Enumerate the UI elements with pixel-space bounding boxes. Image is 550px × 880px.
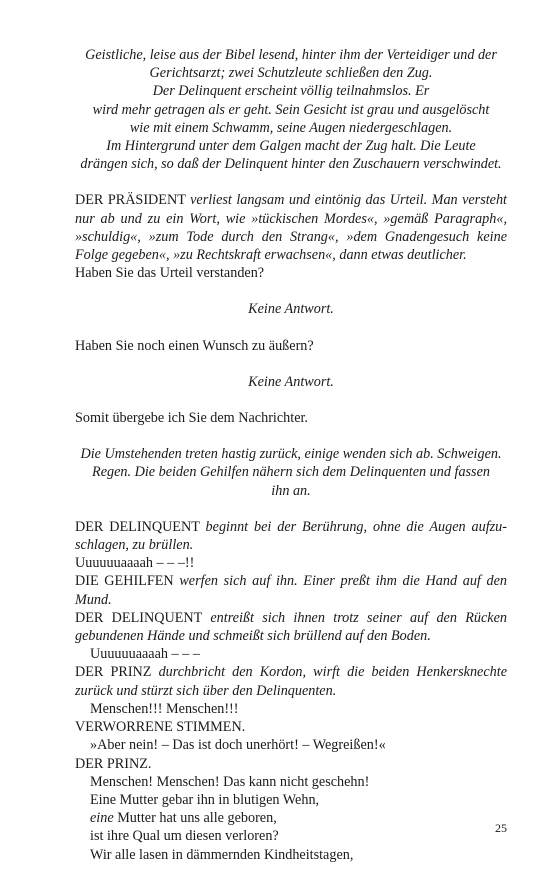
- verse-text: Mutter hat uns alle geboren,: [113, 810, 277, 827]
- speech-delinquent: [75, 609, 507, 645]
- verse-block: [75, 773, 507, 864]
- speaker-direction: durchbricht den Kordon, wirft die beiden Henkersknechte zurück und stürzt sich über den Delinquenten.: [75, 664, 507, 699]
- verse-emphasis: eine: [90, 810, 114, 827]
- stage-direction-line: Im Hintergrund unter dem Galgen macht der Zug halt. Die Leute: [106, 138, 476, 155]
- verse-line: ist ihre Qual um diesen verloren?: [90, 828, 279, 845]
- spoken-line: Uuuuuuaaaah – – –!!: [75, 555, 195, 572]
- speaker-name: VERWORRENE STIMMEN.: [75, 719, 246, 736]
- stage-direction-procession: [75, 46, 507, 173]
- page-number: 25: [495, 821, 507, 835]
- speech-gehilfen: [75, 572, 507, 608]
- document-page: [75, 46, 507, 864]
- speech-delinquent: [75, 518, 507, 554]
- speaker-name: DER DELINQUENT: [75, 518, 200, 535]
- verse-line: Eine Mutter gebar ihn in blutigen Wehn,: [90, 791, 320, 808]
- speech-praesident: [75, 191, 507, 264]
- verse-line: [75, 809, 507, 827]
- stage-direction-bystanders: [75, 445, 507, 500]
- speaker-name: DER PRINZ.: [75, 755, 152, 772]
- speaker-name: DER DELINQUENT: [75, 609, 203, 626]
- verse-line: Wir alle lasen in dämmernden Kindheitstagen,: [90, 846, 354, 863]
- speaker-direction: beginnt bei der Berührung, ohne die Augen aufzu-schlagen, zu brüllen.: [75, 518, 507, 554]
- stage-direction-line: Regen. Die beiden Gehilfen nähern sich dem Delinquenten und fassen: [92, 464, 490, 481]
- stage-direction-line: drängen sich, so daß der Delinquent hinter den Zuschauern verschwindet.: [80, 156, 502, 173]
- spoken-line: »Aber nein! – Das ist doch unerhört! – Wegreißen!«: [90, 737, 386, 754]
- speaker-direction: entreißt sich ihnen trotz seiner auf den Rücken gebundenen Hände und schmeißt sich brüllend auf den Boden.: [75, 609, 507, 645]
- stage-direction-no-answer: Keine Antwort.: [248, 373, 334, 390]
- verse-line: Menschen! Menschen! Das kann nicht geschehn!: [90, 773, 370, 790]
- spoken-line: Uuuuuuaaaah – – –: [90, 646, 200, 663]
- speaker-direction: verliest langsam und eintönig das Urteil. Man versteht nur ab und zu ein Wort, wie »tückischen Mordes«, »gemäß Paragraph«, »schuldig«, »zum Tode durch den Strang«, »dem Gnadengesuch keine Folge gegeben«, »zu Rechtskraft erwachsen«, dann etwas deutlicher.: [75, 192, 507, 264]
- stage-direction-line: wie mit einem Schwamm, seine Augen niedergeschlagen.: [129, 119, 453, 136]
- stage-direction-line: Die Umstehenden treten hastig zurück, einige wenden sich ab. Schweigen.: [80, 446, 502, 463]
- spoken-line: Haben Sie das Urteil verstanden?: [75, 265, 265, 282]
- spoken-line: Haben Sie noch einen Wunsch zu äußern?: [75, 337, 314, 354]
- stage-direction-line: Der Delinquent erscheint völlig teilnahmslos. Er: [152, 83, 430, 100]
- speaker-name: DER PRINZ: [75, 664, 152, 681]
- speaker-name: DIE GEHILFEN: [75, 573, 174, 590]
- stage-direction-line: Gerichtsarzt; zwei Schutzleute schließen den Zug.: [149, 65, 433, 82]
- speaker-direction: werfen sich auf ihn. Einer preßt ihm die Hand auf den Mund.: [75, 573, 508, 608]
- spoken-line: Menschen!!! Menschen!!!: [90, 700, 239, 717]
- stage-direction-line: Geistliche, leise aus der Bibel lesend, hinter ihm der Verteidiger und der: [85, 47, 497, 63]
- stage-direction-line: wird mehr getragen als er geht. Sein Gesicht ist grau und ausgelöscht: [92, 101, 490, 118]
- speech-prinz: [75, 663, 507, 699]
- stage-direction-line: ihn an.: [271, 482, 311, 499]
- speaker-name: DER PRÄSIDENT: [75, 192, 186, 209]
- spoken-line: Somit übergebe ich Sie dem Nachrichter.: [75, 410, 308, 427]
- stage-direction-no-answer: Keine Antwort.: [248, 301, 334, 318]
